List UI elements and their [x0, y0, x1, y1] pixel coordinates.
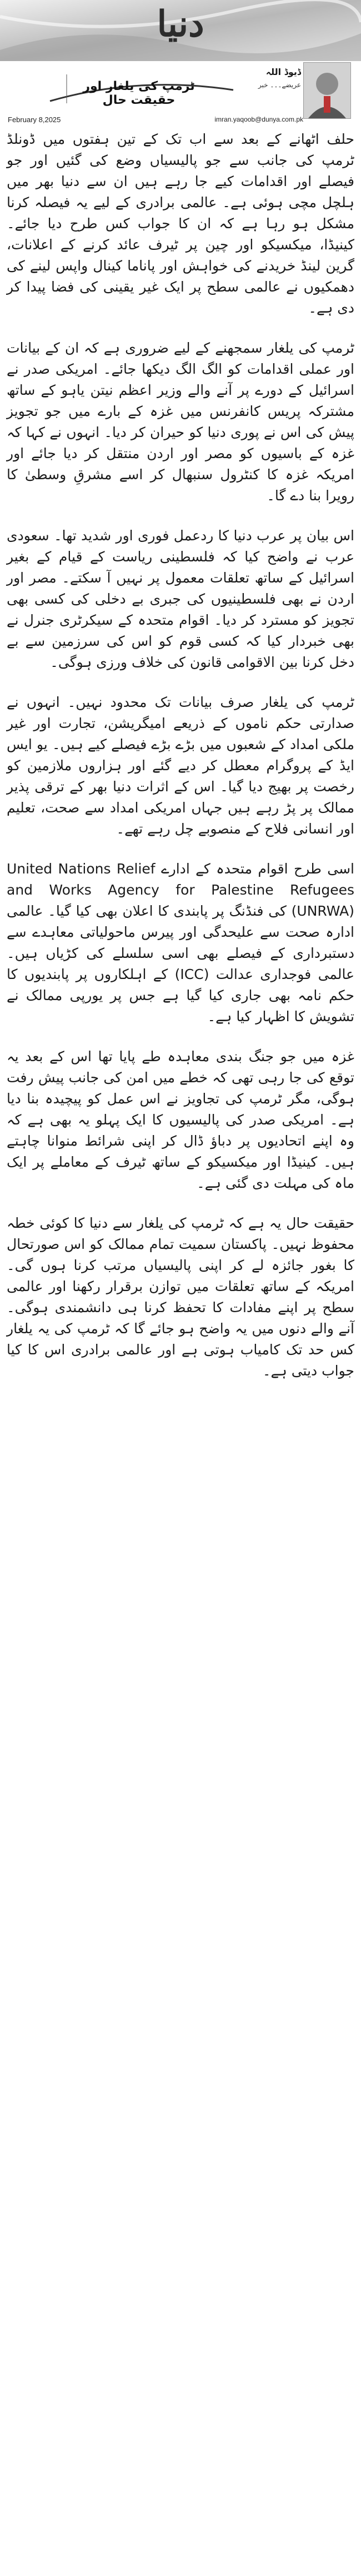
article-paragraph: حقیقت حال یہ ہے کہ ٹرمپ کی یلغار سے دنیا کا کوئی خطہ محفوظ نہیں۔ پاکستان سمیت تمام ممالک کو اس صورتحال کا بغور جائزہ لے کر اپنی پالیسیاں مرتب کرنا ہوں گی۔ امریکہ کے ساتھ تعلقات میں توازن برقرار رکھنا اور عالمی سطح پر اپنے مفادات کا تحفظ کرنا ہی دانشمندی ہوگی۔ آنے والے دنوں میں یہ واضح ہو جائے گا کہ ٹرمپ کی یہ یلغار کس حد تک کامیاب ہوتی ہے اور عالمی برادری اس کا کیا جواب دیتی ہے۔	[7, 1215, 354, 1379]
article-paragraph: اسی طرح اقوام متحدہ کے ادارے United Nations Relief and Works Agency for Palestine Refugees (UNRWA) کی فنڈنگ پر پابندی کا اعلان بھی کیا گیا۔ عالمی ادارہ صحت سے علیحدگی اور پیرس ماحولیاتی معاہدے سے دستبرداری کے فیصلے بھی اسی سلسلے کی کڑیاں ہیں۔ عالمی فوجداری عدالت (ICC) کے اہلکاروں پر پابندیوں کا حکم نامہ بھی جاری کیا گیا ہے جس پر یورپی ممالک نے تشویش کا اظہار کیا ہے۔	[7, 861, 355, 1025]
article-paragraph: اس بیان پر عرب دنیا کا ردعمل فوری اور شدید تھا۔ سعودی عرب نے واضح کیا کہ فلسطینی ریاست کے قیام کے بغیر اسرائیل کے ساتھ تعلقات معمول پر نہیں آ سکتے۔ مصر اور اردن نے بھی فلسطینیوں کی جبری بے دخلی کی کسی بھی تجویز کو مسترد کر دیا۔ اقوام متحدہ کے سیکرٹری جنرل نے بھی خبردار کیا کہ کسی قوم کو اس کی سرزمین سے بے دخل کرنا بین الاقوامی قانون کی خلاف ورزی ہوگی۔	[7, 528, 354, 670]
masthead-logo: دنیا	[157, 3, 204, 45]
newspaper-masthead	[0, 0, 361, 61]
column-title: ٹرمپ کی یلغار اور حقیقت حال	[83, 79, 195, 107]
article-paragraph: غزہ میں جو جنگ بندی معاہدہ طے پایا تھا اس کے بعد یہ توقع کی جا رہی تھی کہ خطے میں امن کی جانب پیش رفت ہوگی، مگر ٹرمپ کی تجاویز نے اس عمل کو پیچیدہ بنا دیا ہے۔ امریکی صدر کی پالیسیوں کا ایک پہلو یہ بھی ہے کہ وہ اپنے اتحادیوں پر دباؤ ڈال کر اپنی شرائط منوانا چاہتے ہیں۔ کینیڈا اور میکسیکو کے ساتھ ٹیرف کے معاملے پر ایک ماہ کی مہلت دی گئی ہے۔	[7, 1048, 354, 1191]
article-body	[7, 129, 354, 1400]
article-paragraph: حلف اٹھانے کے بعد سے اب تک کے تین ہفتوں میں ڈونلڈ ٹرمپ کی جانب سے جو پالیسیاں وضع کی گئیں اور جو فیصلے اور اقدامات کیے جا رہے ہیں ان سے دنیا بھر میں ہلچل مچی ہوئی ہے۔ عالمی برادری کے لیے یہ فیصلہ کرنا مشکل ہو رہا ہے کہ ان کا جواب کس طرح دیا جائے۔ کینیڈا، میکسیکو اور چین پر ٹیرف عائد کرنے کے اعلانات، گرین لینڈ خریدنے کی خواہش اور پاناما کینال واپس لینے کی دھمکیوں نے عالمی سطح پر ایک غیر یقینی کی فضا پیدا کر دی ہے۔	[7, 131, 354, 316]
article-paragraph: ٹرمپ کی یلغار سمجھنے کے لیے ضروری ہے کہ ان کے بیانات اور عملی اقدامات کو الگ الگ دیکھا جائے۔ امریکی صدر نے اسرائیل کے دورے پر آنے والے وزیر اعظم نیتن یاہو کے ساتھ مشترکہ پریس کانفرنس میں غزہ کے بارے میں جو تجویز پیش کی اس نے پوری دنیا کو حیران کر دیا۔ انہوں نے کہا کہ غزہ کے باسیوں کو مصر اور اردن منتقل کر دیا جائے اور امریکہ غزہ کا کنٹرول سنبھال کر اسے مشرقِ وسطیٰ کا رویرا بنا دے گا۔	[7, 340, 354, 504]
columnist-name: ڈیوڈ اللہ	[265, 67, 301, 77]
article-paragraph: ٹرمپ کی یلغار صرف بیانات تک محدود نہیں۔ انہوں نے صدارتی حکم ناموں کے ذریعے امیگریشن، تجارت اور غیر ملکی امداد کے شعبوں میں بڑے بڑے فیصلے کیے ہیں۔ یو ایس ایڈ کے پروگرام معطل کر دیے گئے اور ہزاروں ملازمین کو رخصت پر بھیج دیا گیا۔ اس کے اثرات دنیا بھر کے ترقی پذیر ممالک پر پڑ رہے ہیں جہاں امریکی امداد سے صحت، تعلیم اور انسانی فلاح کے منصوبے چل رہے تھے۔	[7, 694, 354, 837]
columnist-subtitle: عریضے۔۔۔ خبر	[258, 81, 301, 89]
author-email: imran.yaqoob@dunya.com.pk	[214, 116, 303, 123]
columnist-avatar	[303, 62, 351, 119]
publish-date: February 8,2025	[8, 116, 61, 124]
